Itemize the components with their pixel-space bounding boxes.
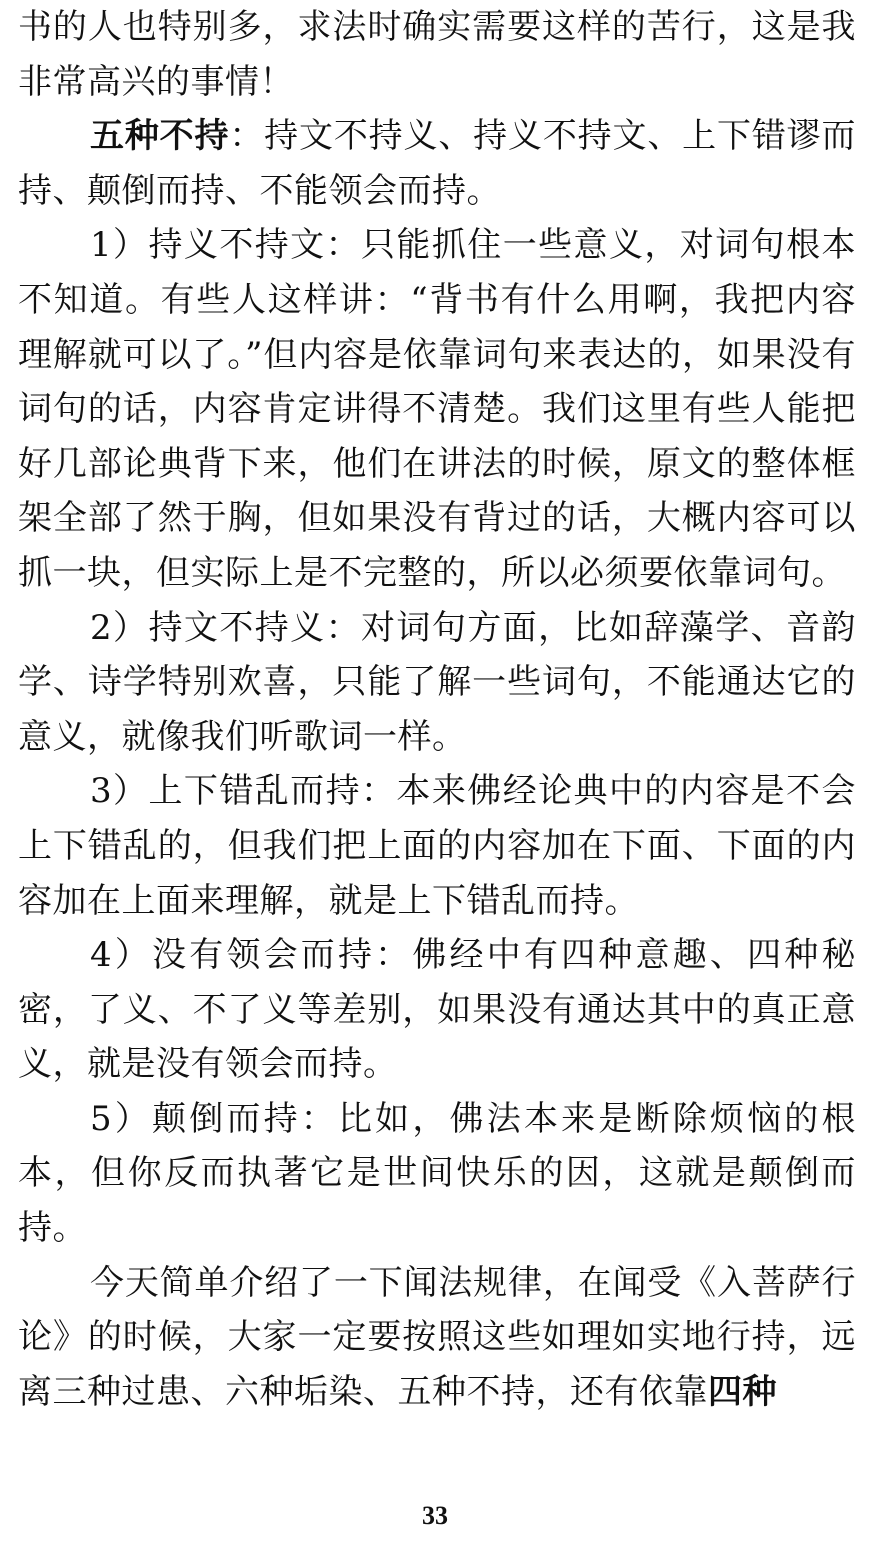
- paragraph-3: [18, 218, 856, 600]
- paragraph-4: [18, 601, 856, 765]
- page-body: [18, 0, 856, 1419]
- paragraph-6: [18, 928, 856, 1092]
- paragraph-8: [18, 1256, 856, 1420]
- paragraph-2: [18, 109, 856, 218]
- paragraph-8-bold-tail: 四种: [708, 1371, 777, 1412]
- paragraph-6-text: 4）没有领会而持：佛经中有四种意趣、四种秘密，了义、不了义等差别，如果没有通达其中的真正意义，就是没有领会而持。: [18, 935, 856, 1085]
- paragraph-1-text: 书的人也特别多，求法时确实需要这样的苦行，这是我非常高兴的事情！: [18, 7, 856, 102]
- paragraph-7: [18, 1092, 856, 1256]
- paragraph-5-text: 3）上下错乱而持：本来佛经论典中的内容是不会上下错乱的，但我们把上面的内容加在下面、下面的内容加在上面来理解，就是上下错乱而持。: [18, 771, 856, 921]
- paragraph-2-heading: 五种不持: [90, 116, 230, 157]
- paragraph-5: [18, 764, 856, 928]
- paragraph-7-text: 5）颠倒而持：比如，佛法本来是断除烦恼的根本，但你反而执著它是世间快乐的因，这就是颠倒而持。: [18, 1098, 856, 1249]
- paragraph-3-text: 1）持义不持文：只能抓住一些意义，对词句根本不知道。有些人这样讲：“背书有什么用啊，我把内容理解就可以了。”但内容是依靠词句来表达的，如果没有词句的话，内容肯定讲得不清楚。我们这里有些人能把好几部论典背下来，他们在讲法的时候，原文的整体框架全部了然于胸，但如果没有背过的话，大概内容可以抓一块，但实际上是不完整的，所以必须要依靠词句。: [18, 225, 856, 593]
- paragraph-8-text: 今天简单介绍了一下闻法规律，在闻受《入菩萨行论》的时候，大家一定要按照这些如理如实地行持，远离三种过患、六种垢染、五种不持，还有依靠: [18, 1262, 856, 1412]
- paragraph-2-text: ：持文不持义、持义不持文、上下错谬而持、颠倒而持、不能领会而持。: [18, 116, 857, 211]
- page-number: 33: [422, 1501, 448, 1530]
- paragraph-4-text: 2）持文不持义：对词句方面，比如辞藻学、音韵学、诗学特别欢喜，只能了解一些词句，不能通达它的意义，就像我们听歌词一样。: [18, 607, 856, 757]
- paragraph-1: [18, 0, 856, 109]
